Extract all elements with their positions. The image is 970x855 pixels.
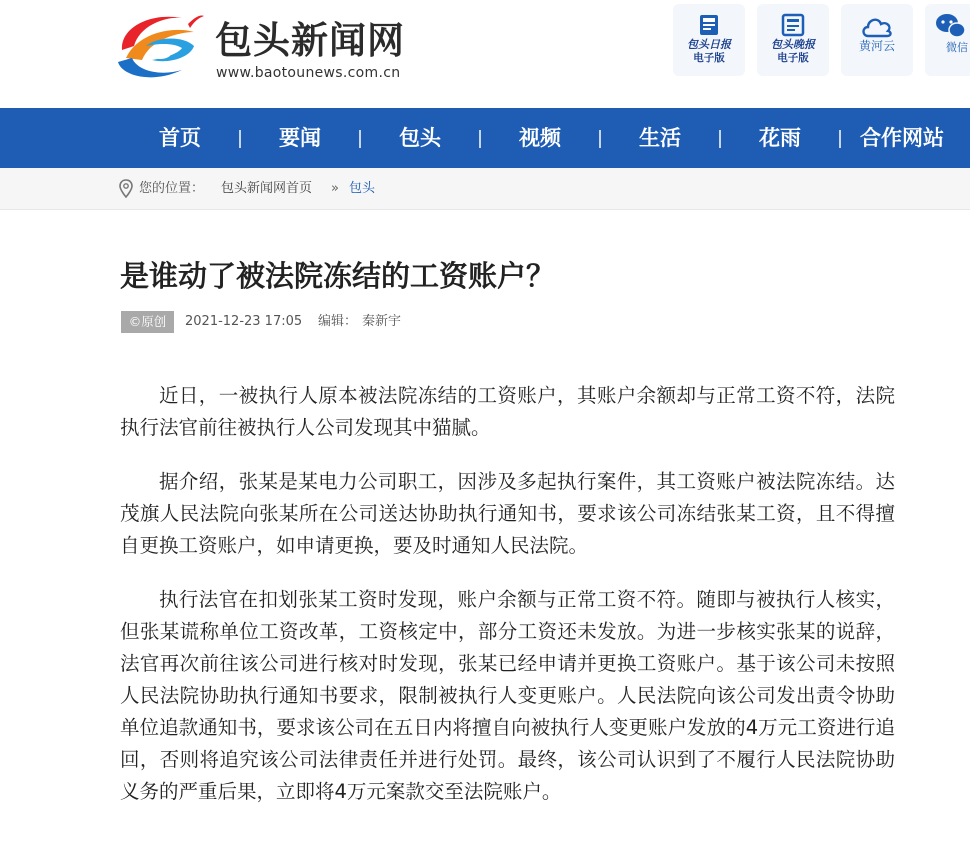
quick-link-baotou-daily[interactable]	[673, 4, 745, 76]
editor-label: 编辑：	[318, 314, 358, 329]
original-badge: ©原创	[121, 311, 174, 333]
article-title: 是谁动了被法院冻结的工资账户？	[120, 259, 556, 293]
quick-link-title: 包头晚报	[771, 38, 815, 51]
publish-date: 2021-12-23 17:05	[185, 314, 303, 329]
nav-item-partner-sites[interactable]: 合作网站	[860, 126, 944, 150]
breadcrumb-home-link[interactable]: 包头新闻网首页	[221, 181, 313, 196]
site-logo-icon[interactable]	[112, 6, 208, 84]
quick-link-label: 微信	[946, 41, 968, 54]
nav-separator	[239, 130, 241, 148]
nav-separator	[479, 130, 481, 148]
article-paragraph: 近日，一被执行人原本被法院冻结的工资账户，其账户余额却与正常工资不符，法院执行法官前往被执行人公司发现其中猫腻。	[120, 384, 895, 439]
nav-item-huayu[interactable]: 花雨	[759, 126, 801, 150]
main-nav	[0, 108, 970, 168]
site-name[interactable]: 包头新闻网	[215, 19, 405, 62]
quick-link-subtitle: 电子版	[777, 52, 809, 64]
nav-item-headlines[interactable]: 要闻	[279, 126, 321, 150]
article-paragraph: 执行法官在扣划张某工资时发现，账户余额与正常工资不符。随即与被执行人核实，但张某谎称单位工资改革，工资核定中，部分工资还未发放。为进一步核实张某的说辞，法官再次前往该公司进行核对时发现，张某已经申请并更换工资账户。基于该公司未按照人民法院协助执行通知书要求，限制被执行人变更账户。人民法院向该公司发出责令协助单位追款通知书，要求该公司在五日内将擅自向被执行人变更账户发放的4万元工资进行追回，否则将追究该公司法律责任并进行处罚。最终，该公司认识到了不履行人民法院协助义务的严重后果，立即将4万元案款交至法院账户。	[120, 588, 895, 803]
site-url: www.baotounews.com.cn	[216, 65, 401, 81]
nav-item-home[interactable]: 首页	[159, 126, 201, 150]
quick-link-label: 黄河云	[858, 39, 895, 53]
editor-name: 秦新宇	[362, 314, 402, 329]
newspaper-icon	[778, 12, 808, 38]
wechat-icon	[935, 12, 965, 40]
nav-item-baotou[interactable]: 包头	[399, 126, 441, 150]
nav-separator	[719, 130, 721, 148]
breadcrumb-label: 您的位置：	[139, 181, 205, 196]
breadcrumb-separator: »	[331, 181, 339, 196]
nav-separator	[599, 130, 601, 148]
quick-link-huanghe-cloud[interactable]	[841, 4, 913, 76]
site-header	[0, 0, 970, 108]
nav-separator	[839, 130, 841, 148]
article-body	[120, 380, 895, 830]
location-pin-icon	[119, 179, 133, 199]
nav-item-video[interactable]: 视频	[519, 126, 561, 150]
newspaper-icon	[694, 12, 724, 38]
article-paragraph: 据介绍，张某是某电力公司职工，因涉及多起执行案件，其工资账户被法院冻结。达茂旗人民法院向张某所在公司送达协助执行通知书，要求该公司冻结张某工资，且不得擅自更换工资账户，如申请更换，要及时通知人民法院。	[120, 470, 895, 557]
cloud-icon	[860, 14, 894, 38]
breadcrumb	[0, 168, 970, 210]
quick-link-subtitle: 电子版	[693, 52, 725, 64]
quick-link-title: 包头日报	[687, 38, 731, 51]
breadcrumb-current-link[interactable]: 包头	[349, 181, 376, 196]
nav-item-life[interactable]: 生活	[639, 126, 681, 150]
nav-separator	[359, 130, 361, 148]
quick-link-wechat[interactable]	[925, 4, 970, 76]
quick-link-baotou-evening[interactable]	[757, 4, 829, 76]
